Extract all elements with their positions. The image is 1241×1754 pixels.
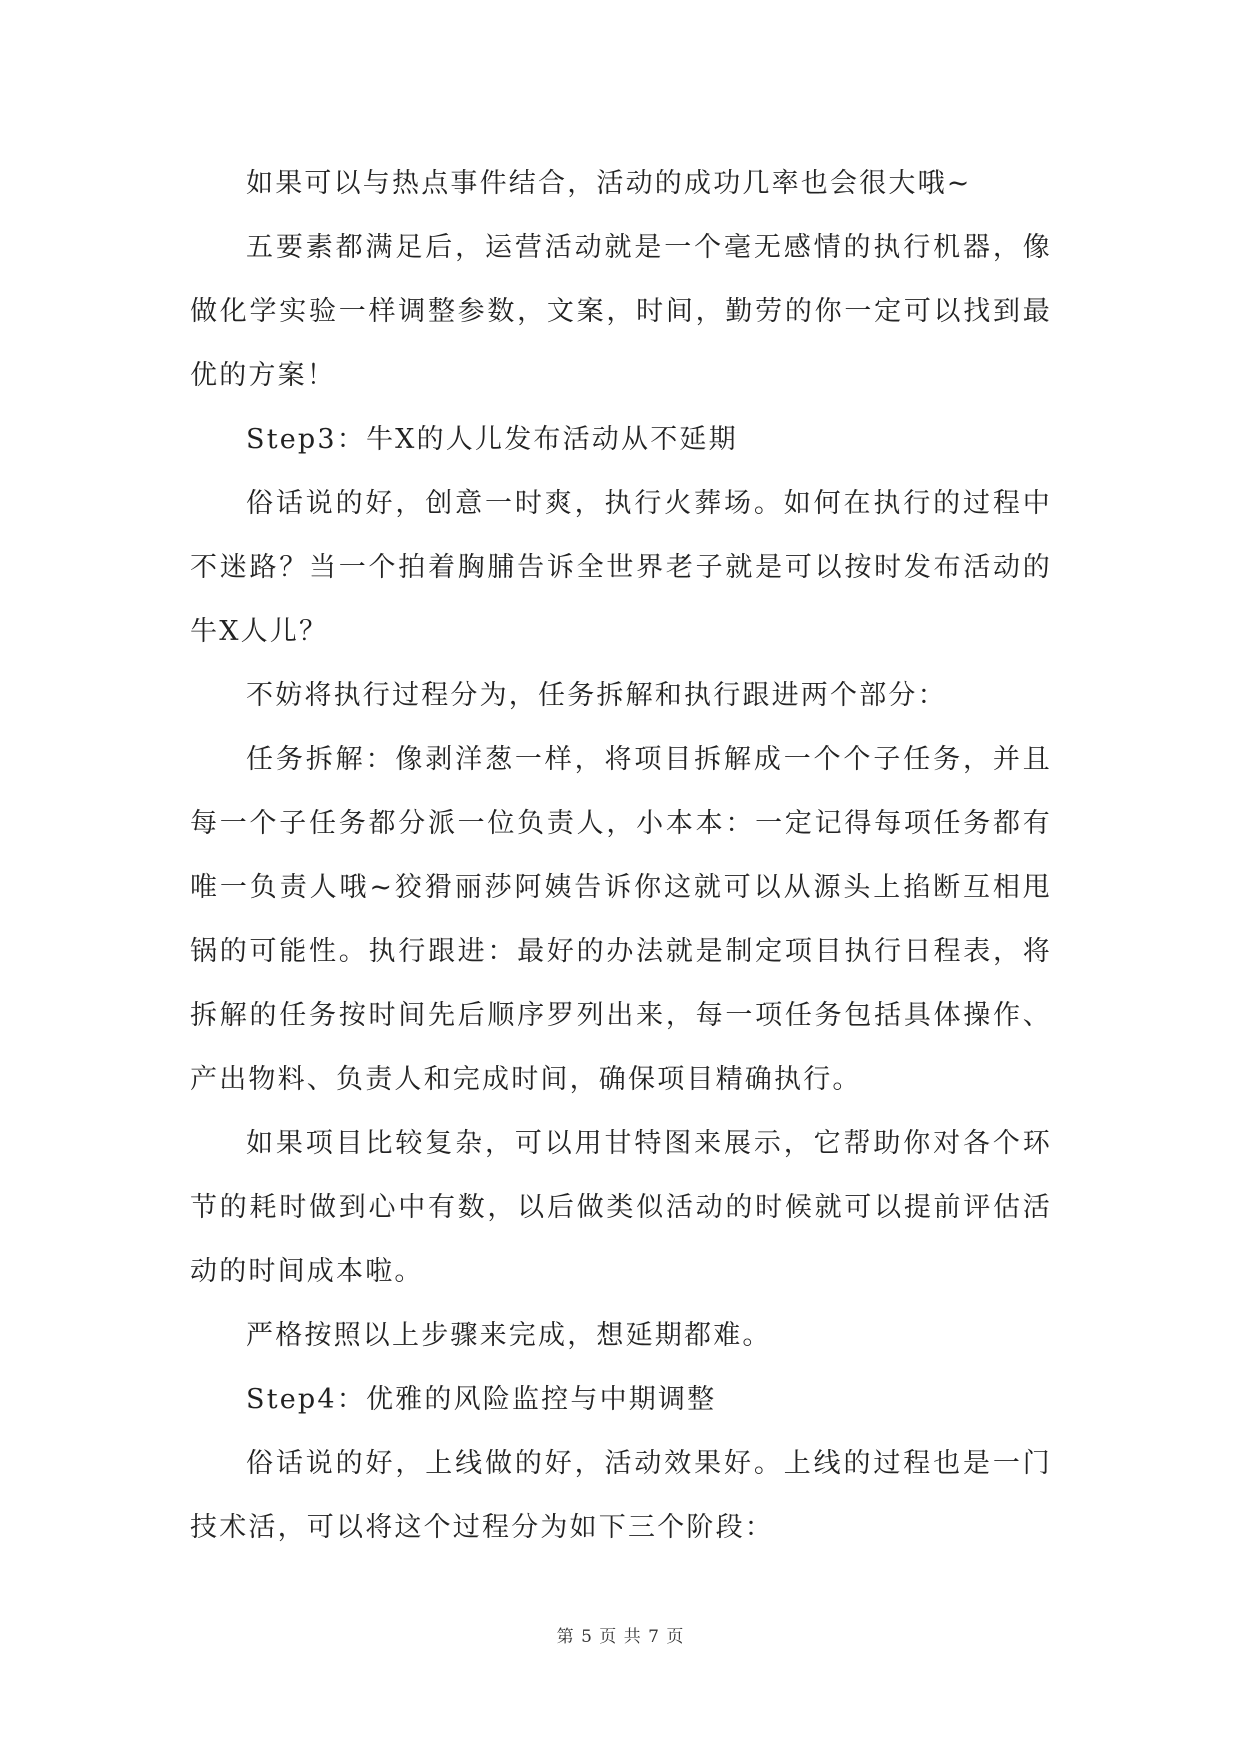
paragraph: 俗话说的好，创意一时爽，执行火葬场。如何在执行的过程中不迷路？当一个拍着胸脯告诉全世界老子就是可以按时发布活动的牛X人儿？ — [190, 488, 1052, 647]
paragraph: 严格按照以上步骤来完成，想延期都难。 — [246, 1320, 772, 1351]
document-body — [190, 152, 1052, 1560]
paragraph: 不妨将执行过程分为，任务拆解和执行跟进两个部分： — [246, 680, 947, 711]
section-heading: Step4：优雅的风险监控与中期调整 — [246, 1384, 717, 1415]
paragraph: 如果可以与热点事件结合，活动的成功几率也会很大哦~ — [246, 168, 972, 199]
paragraph: 如果项目比较复杂，可以用甘特图来展示，它帮助你对各个环节的耗时做到心中有数，以后做类似活动的时候就可以提前评估活动的时间成本啦。 — [190, 1128, 1052, 1287]
paragraph: 俗话说的好，上线做的好，活动效果好。上线的过程也是一门技术活，可以将这个过程分为如下三个阶段： — [190, 1448, 1052, 1543]
paragraph: 五要素都满足后，运营活动就是一个毫无感情的执行机器，像做化学实验一样调整参数，文案，时间，勤劳的你一定可以找到最优的方案！ — [190, 232, 1052, 391]
section-heading: Step3：牛X的人儿发布活动从不延期 — [246, 424, 738, 455]
paragraph: 任务拆解：像剥洋葱一样，将项目拆解成一个个子任务，并且每一个子任务都分派一位负责人，小本本：一定记得每项任务都有唯一负责人哦~狡猾丽莎阿姨告诉你这就可以从源头上掐断互相甩锅的可能性。执行跟进：最好的办法就是制定项目执行日程表，将拆解的任务按时间先后顺序罗列出来，每一项任务包括具体操作、产出物料、负责人和完成时间，确保项目精确执行。 — [190, 744, 1052, 1095]
page-footer: 第 5 页 共 7 页 — [556, 1627, 685, 1647]
